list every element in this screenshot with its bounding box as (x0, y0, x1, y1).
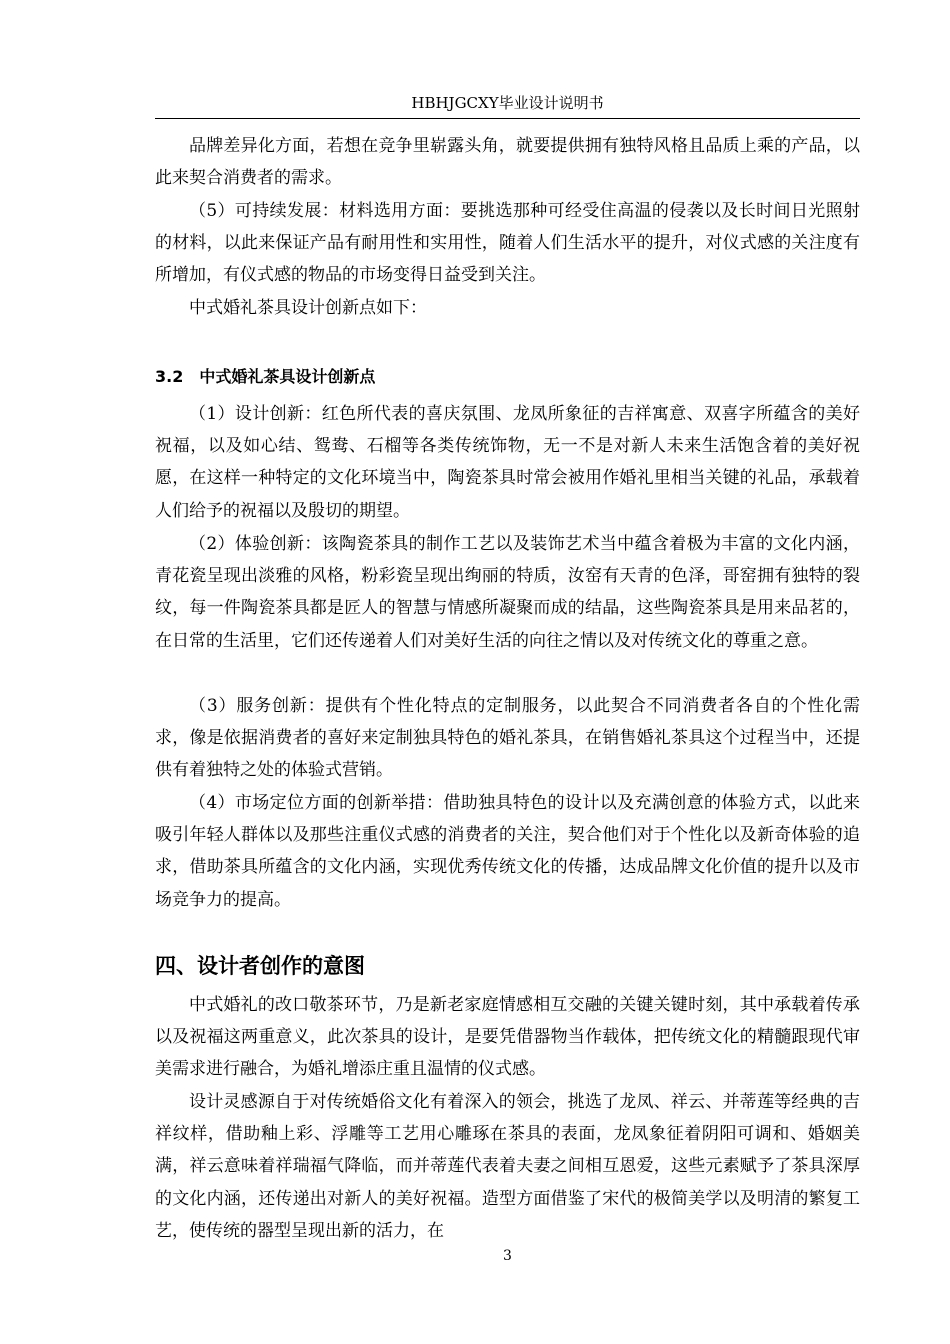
paragraph: （5）可持续发展：材料选用方面：要挑选那种可经受住高温的侵袭以及长时间日光照射的材料，以此来保证产品有耐用性和实用性，随着人们生活水平的提升，对仪式感的关注度有所增加，有仪式感的物品的市场变得日益受到关注。 (155, 201, 860, 286)
page-number: 3 (503, 1248, 512, 1264)
paragraph: 中式婚礼茶具设计创新点如下： (189, 298, 427, 318)
chapter-heading: 四、设计者创作的意图 (155, 954, 365, 978)
header-rule (155, 118, 860, 119)
paragraph: （3）服务创新：提供有个性化特点的定制服务，以此契合不同消费者各自的个性化需求，像是依据消费者的喜好来定制独具特色的婚礼茶具，在销售婚礼茶具这个过程当中，还提供有着独特之处的体验式营销。 (155, 696, 860, 781)
paragraph: 品牌差异化方面，若想在竞争里崭露头角，就要提供拥有独特风格且品质上乘的产品，以此来契合消费者的需求。 (155, 136, 860, 189)
page-header: HBHJGCXY毕业设计说明书 (411, 94, 604, 112)
paragraph: （1）设计创新：红色所代表的喜庆氛围、龙凤所象征的吉祥寓意、双喜字所蕴含的美好祝福，以及如心结、鸳鸯、石榴等各类传统饰物，无一不是对新人未来生活饱含着的美好祝愿，在这样一种特定的文化环境当中，陶瓷茶具时常会被用作婚礼里相当关键的礼品，承载着人们给予的祝福以及殷切的期望。 (155, 404, 860, 521)
section-heading: 3.2 中式婚礼茶具设计创新点 (155, 367, 376, 386)
paragraph: 中式婚礼的改口敬茶环节，乃是新老家庭情感相互交融的关键关键时刻，其中承载着传承以及祝福这两重意义，此次茶具的设计，是要凭借器物当作载体，把传统文化的精髓跟现代审美需求进行融合，为婚礼增添庄重且温情的仪式感。 (155, 995, 860, 1080)
paragraph: 设计灵感源自于对传统婚俗文化有着深入的领会，挑选了龙凤、祥云、并蒂莲等经典的吉祥纹样，借助釉上彩、浮雕等工艺用心雕琢在茶具的表面，龙凤象征着阴阳可调和、婚姻美满，祥云意味着祥瑞福气降临，而并蒂莲代表着夫妻之间相互恩爱，这些元素赋予了茶具深厚的文化内涵，还传递出对新人的美好祝福。造型方面借鉴了宋代的极简美学以及明清的繁复工艺，使传统的器型呈现出新的活力，在 (155, 1092, 860, 1241)
paragraph: （4）市场定位方面的创新举措：借助独具特色的设计以及充满创意的体验方式，以此来吸引年轻人群体以及那些注重仪式感的消费者的关注，契合他们对于个性化以及新奇体验的追求，借助茶具所蕴含的文化内涵，实现优秀传统文化的传播，达成品牌文化价值的提升以及市场竞争力的提高。 (155, 793, 860, 910)
paragraph: （2）体验创新：该陶瓷茶具的制作工艺以及装饰艺术当中蕴含着极为丰富的文化内涵，青花瓷呈现出淡雅的风格，粉彩瓷呈现出绚丽的特质，汝窑有天青的色泽，哥窑拥有独特的裂纹，每一件陶瓷茶具都是匠人的智慧与情感所凝聚而成的结晶，这些陶瓷茶具是用来品茗的，在日常的生活里，它们还传递着人们对美好生活的向往之情以及对传统文化的尊重之意。 (155, 534, 860, 651)
